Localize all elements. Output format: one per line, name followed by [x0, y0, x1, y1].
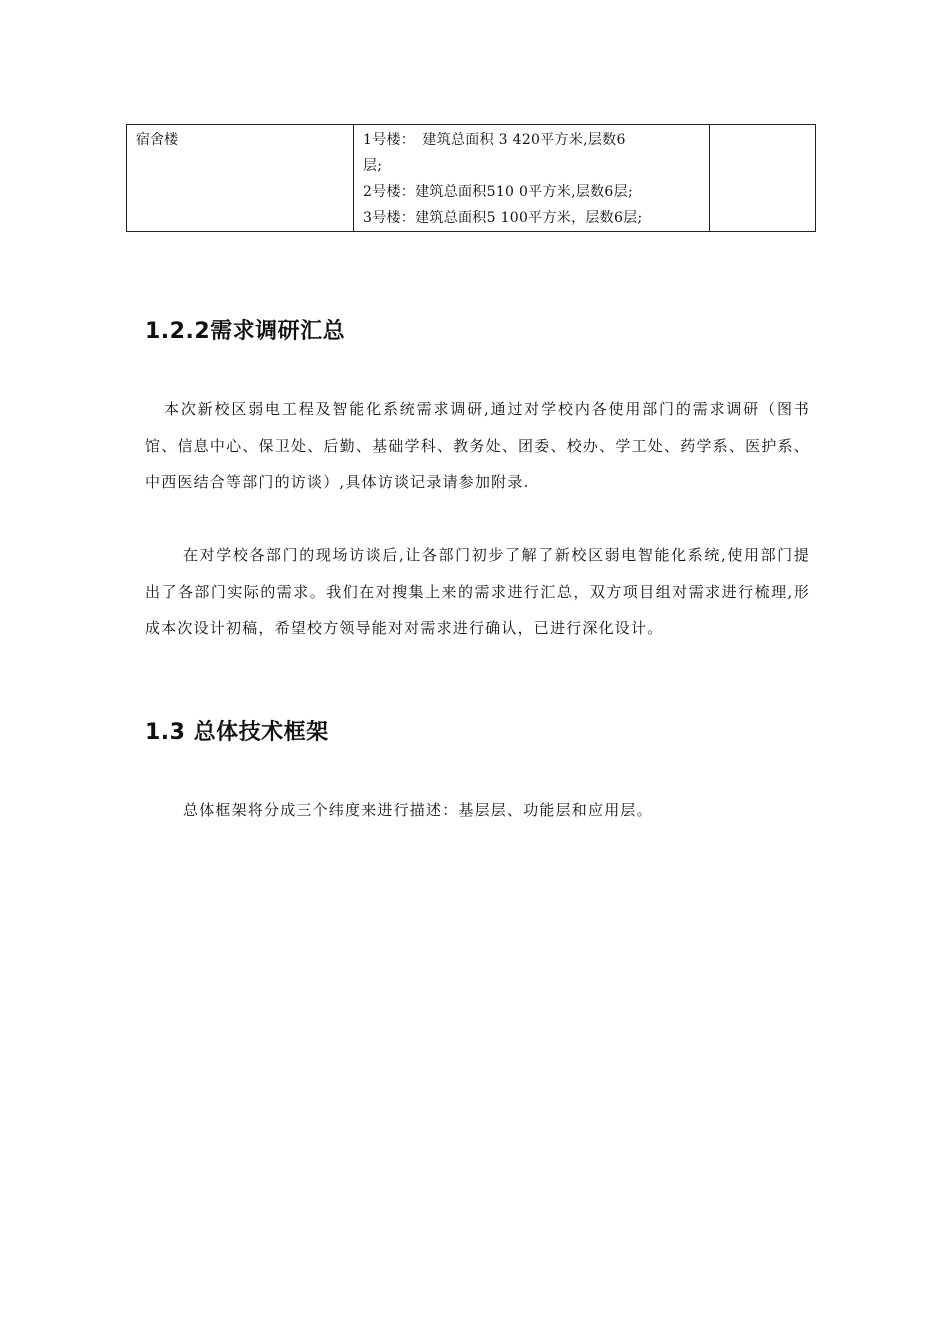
section-heading-1-2-2: 1.2.2需求调研汇总 — [145, 319, 346, 344]
building-name-cell: 宿舍楼 — [127, 125, 354, 232]
detail-line: 2号楼：建筑总面积510 0平方米,层数6层; — [363, 184, 633, 200]
remark-cell — [710, 125, 816, 232]
interview-result-paragraph: 在对学校各部门的现场访谈后,让各部门初步了解了新校区弱电智能化系统,使用部门提出了各部门实际的需求。我们在对搜集上来的需求进行汇总，双方项目组对需求进行梳理,形成本次设计初稿，希望校方领导能对对需求进行确认，已进行深化设计。 — [145, 546, 810, 637]
building-info-table — [126, 124, 816, 232]
detail-line: 3号楼：建筑总面积5 100平方米，层数6层; — [363, 210, 643, 226]
framework-paragraph: 总体框架将分成三个纬度来进行描述：基层层、功能层和应用层。 — [183, 801, 653, 819]
table-row — [127, 125, 816, 232]
detail-line: 层; — [363, 158, 383, 174]
detail-line: 1号楼： 建筑总面积 3 420平方米,层数6 — [363, 132, 626, 148]
building-detail-cell — [354, 125, 710, 232]
section-heading-1-3: 1.3 总体技术框架 — [145, 720, 329, 745]
research-summary-paragraph: 本次新校区弱电工程及智能化系统需求调研,通过对学校内各使用部门的需求调研（图书馆、信息中心、保卫处、后勤、基础学科、教务处、团委、校办、学工处、药学系、医护系、中西医结合等部门的访谈）,具体访谈记录请参加附录. — [145, 400, 810, 491]
